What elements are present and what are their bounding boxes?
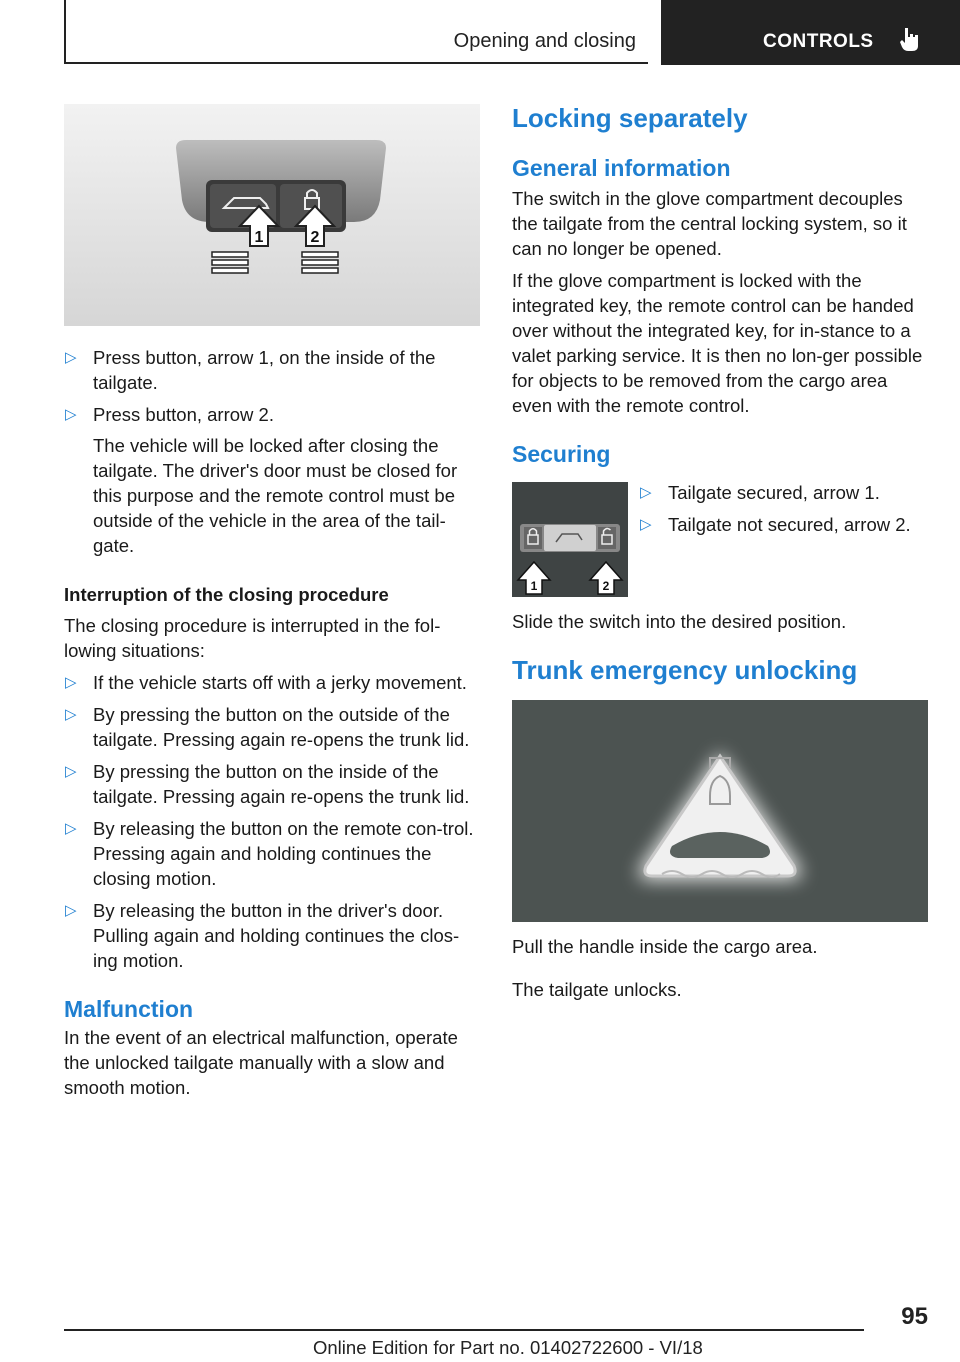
malfunction-text: In the event of an electrical malfunction, operate the unlocked tailgate manually with a slow and smooth motion.: [64, 1027, 458, 1098]
header-section-box: [64, 0, 648, 64]
svg-text:1: 1: [530, 579, 538, 593]
emergency-handle-figure: [512, 700, 928, 922]
pull-handle-text: Pull the handle inside the cargo area.: [512, 936, 818, 957]
header-chapter-box: [661, 0, 960, 65]
interruption-intro: The closing procedure is interrupted in the fol‐lowing situations:: [64, 615, 441, 661]
tailgate-steps-list: [64, 345, 480, 558]
triangle-bullet-icon: ▷: [65, 349, 77, 366]
svg-text:2: 2: [602, 579, 610, 593]
trunk-emergency-heading: Trunk emergency unlocking: [512, 655, 858, 685]
triangle-bullet-icon: ▷: [640, 516, 652, 533]
list-item: ▷ By releasing the button in the driver's door. Pulling again and holding continues the clos‐ing motion.: [65, 900, 460, 971]
list-item: ▷ Tailgate secured, arrow 1.: [640, 482, 880, 503]
list-item: ▷ By pressing the button on the inside of the tailgate. Pressing again re-opens the trunk lid.: [65, 761, 470, 807]
pointing-hand-icon: [899, 26, 921, 52]
triangle-bullet-icon: ▷: [65, 902, 77, 919]
triangle-bullet-icon: ▷: [65, 406, 77, 423]
triangle-bullet-icon: ▷: [65, 706, 77, 723]
tailgate-unlocks-text: The tailgate unlocks.: [512, 979, 682, 1000]
tailgate-buttons-figure: [64, 104, 480, 326]
right-column: [512, 102, 928, 1002]
glovebox-switch-figure: [512, 482, 628, 597]
section-title: Opening and closing: [453, 30, 636, 52]
svg-text:2: 2: [310, 229, 320, 246]
interruption-heading: Interruption of the closing procedure: [64, 584, 389, 605]
triangle-bullet-icon: ▷: [640, 484, 652, 501]
general-information-heading: General information: [512, 155, 731, 181]
list-item: ▷ Tailgate not secured, arrow 2.: [640, 514, 911, 535]
page-number: 95: [901, 1303, 928, 1330]
list-item: ▷ Press button, arrow 1, on the inside of the tailgate.: [65, 347, 436, 393]
list-item: ▷ Press button, arrow 2. The vehicle will be locked after closing the tailgate. The driver's door must be closed for this purpose and the remote control must be outside of the vehicle in the area of the tail‐gate.: [65, 404, 458, 556]
list-item: ▷ By pressing the button on the outside of the tailgate. Pressing again re-opens the trunk lid.: [65, 704, 470, 750]
slide-switch-text: Slide the switch into the desired position.: [512, 611, 847, 632]
general-paragraph-2: If the glove compartment is locked with the integrated key, the remote control can be handed over without the integrated key, for in‐stance to a valet parking service. It is then no lon‐ger possible for objects to be removed from the cargo area even with the remote control.: [512, 270, 923, 416]
triangle-bullet-icon: ▷: [65, 674, 77, 691]
securing-heading: Securing: [512, 441, 611, 467]
triangle-bullet-icon: ▷: [65, 763, 77, 780]
list-item: ▷ By releasing the button on the remote con‐trol. Pressing again and holding continues the closing motion.: [65, 818, 474, 889]
malfunction-heading: Malfunction: [64, 996, 194, 1022]
svg-text:1: 1: [254, 229, 264, 246]
triangle-bullet-icon: ▷: [65, 820, 77, 837]
locking-separately-heading: Locking separately: [512, 103, 748, 133]
footer-divider: [64, 1329, 864, 1331]
list-item: ▷ If the vehicle starts off with a jerky movement.: [65, 672, 467, 693]
edition-footer: Online Edition for Part no. 01402722600 - VI/18: [313, 1337, 703, 1358]
interruption-list: [64, 670, 480, 973]
general-paragraph-1: The switch in the glove compartment decouples the tailgate from the central locking system, so it can no longer be opened.: [512, 188, 907, 259]
securing-list: [639, 480, 929, 544]
securing-block: [512, 482, 928, 597]
left-column: [64, 104, 480, 1100]
chapter-label: CONTROLS: [763, 31, 874, 52]
